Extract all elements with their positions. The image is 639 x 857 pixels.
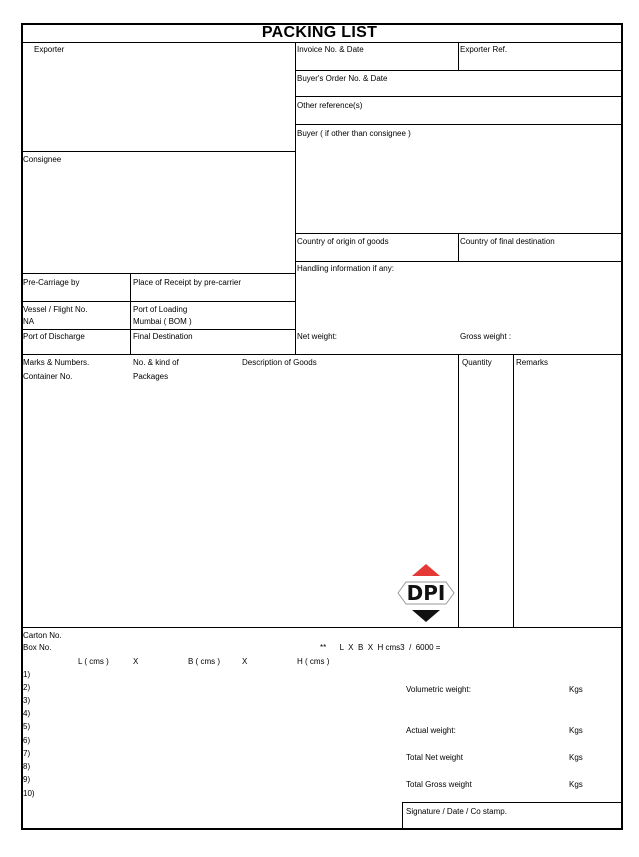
invoice-label: Invoice No. & Date [297,45,364,54]
carton-row: 1) [23,670,31,679]
country-origin-label: Country of origin of goods [297,237,389,246]
port-loading-value: Mumbai ( BOM ) [133,317,192,326]
buyers-order-label: Buyer's Order No. & Date [297,74,388,83]
total-gross-unit: Kgs [569,780,583,789]
divider [402,802,403,830]
final-destination-label: Final Destination [133,332,193,341]
dpi-logo [396,562,456,624]
volumetric-weight-label: Volumetric weight: [406,685,471,694]
exporter-ref-label: Exporter Ref. [460,45,508,54]
divider [295,233,623,234]
page-title: PACKING LIST [261,24,378,41]
divider [295,124,623,125]
gross-weight-label: Gross weight : [460,332,512,341]
box-no-label: Box No. [23,643,52,652]
divider [295,70,623,71]
carton-row: 6) [23,736,31,745]
divider [21,151,296,152]
port-loading-label: Port of Loading [133,305,188,314]
times-label-1: X [133,657,139,666]
carton-row: 5) [23,722,31,731]
divider [513,354,514,627]
other-refs-label: Other reference(s) [297,101,363,110]
description-label: Description of Goods [242,358,317,367]
divider [295,261,623,262]
divider [21,627,623,628]
divider [458,354,459,627]
port-discharge-label: Port of Discharge [23,332,85,341]
height-label: H ( cms ) [297,657,330,666]
divider [21,329,296,330]
packing-list-form [21,23,623,830]
vessel-label: Vessel / Flight No. [23,305,88,314]
pre-carriage-label: Pre-Carriage by [23,278,80,287]
breadth-label: B ( cms ) [188,657,220,666]
packages-label: Packages [133,372,169,381]
divider [295,96,623,97]
marks-label: Marks & Numbers. [23,358,90,367]
divider [458,42,459,70]
kind-of-label: No. & kind of [133,358,179,367]
logo-triangle-up [412,564,440,576]
quantity-label: Quantity [462,358,492,367]
carton-row: 7) [23,749,31,758]
buyer-label: Buyer ( if other than consignee ) [297,129,411,138]
remarks-label: Remarks [516,358,549,367]
actual-weight-label: Actual weight: [406,726,456,735]
divider [295,42,296,354]
divider [21,273,296,274]
container-label: Container No. [23,372,73,381]
carton-no-label: Carton No. [23,631,62,640]
total-gross-weight-label: Total Gross weight [406,780,472,789]
volumetric-unit: Kgs [569,685,583,694]
carton-row: 2) [23,683,31,692]
exporter-label: Exporter [34,45,65,54]
carton-row: 8) [23,762,31,771]
actual-unit: Kgs [569,726,583,735]
logo-text: DPI [406,581,446,605]
carton-row: 10) [23,789,35,798]
net-weight-label: Net weight: [297,332,338,341]
logo-triangle-down [412,610,440,622]
total-net-unit: Kgs [569,753,583,762]
divider [21,42,623,43]
consignee-label: Consignee [23,155,62,164]
country-final-label: Country of final destination [460,237,555,246]
divider [21,301,296,302]
divider [130,273,131,354]
divider [402,802,623,803]
carton-row: 9) [23,775,31,784]
carton-row: 3) [23,696,31,705]
length-label: L ( cms ) [78,657,109,666]
place-receipt-label: Place of Receipt by pre-carrier [133,278,242,287]
times-label-2: X [242,657,248,666]
carton-row: 4) [23,709,31,718]
volumetric-formula: ** L X B X H cms3 / 6000 = [320,643,441,652]
total-net-weight-label: Total Net weight [406,753,463,762]
divider [458,233,459,261]
divider [21,354,623,355]
signature-label: Signature / Date / Co stamp. [406,807,507,816]
handling-info-label: Handling information if any: [297,264,394,273]
vessel-value: NA [23,317,35,326]
